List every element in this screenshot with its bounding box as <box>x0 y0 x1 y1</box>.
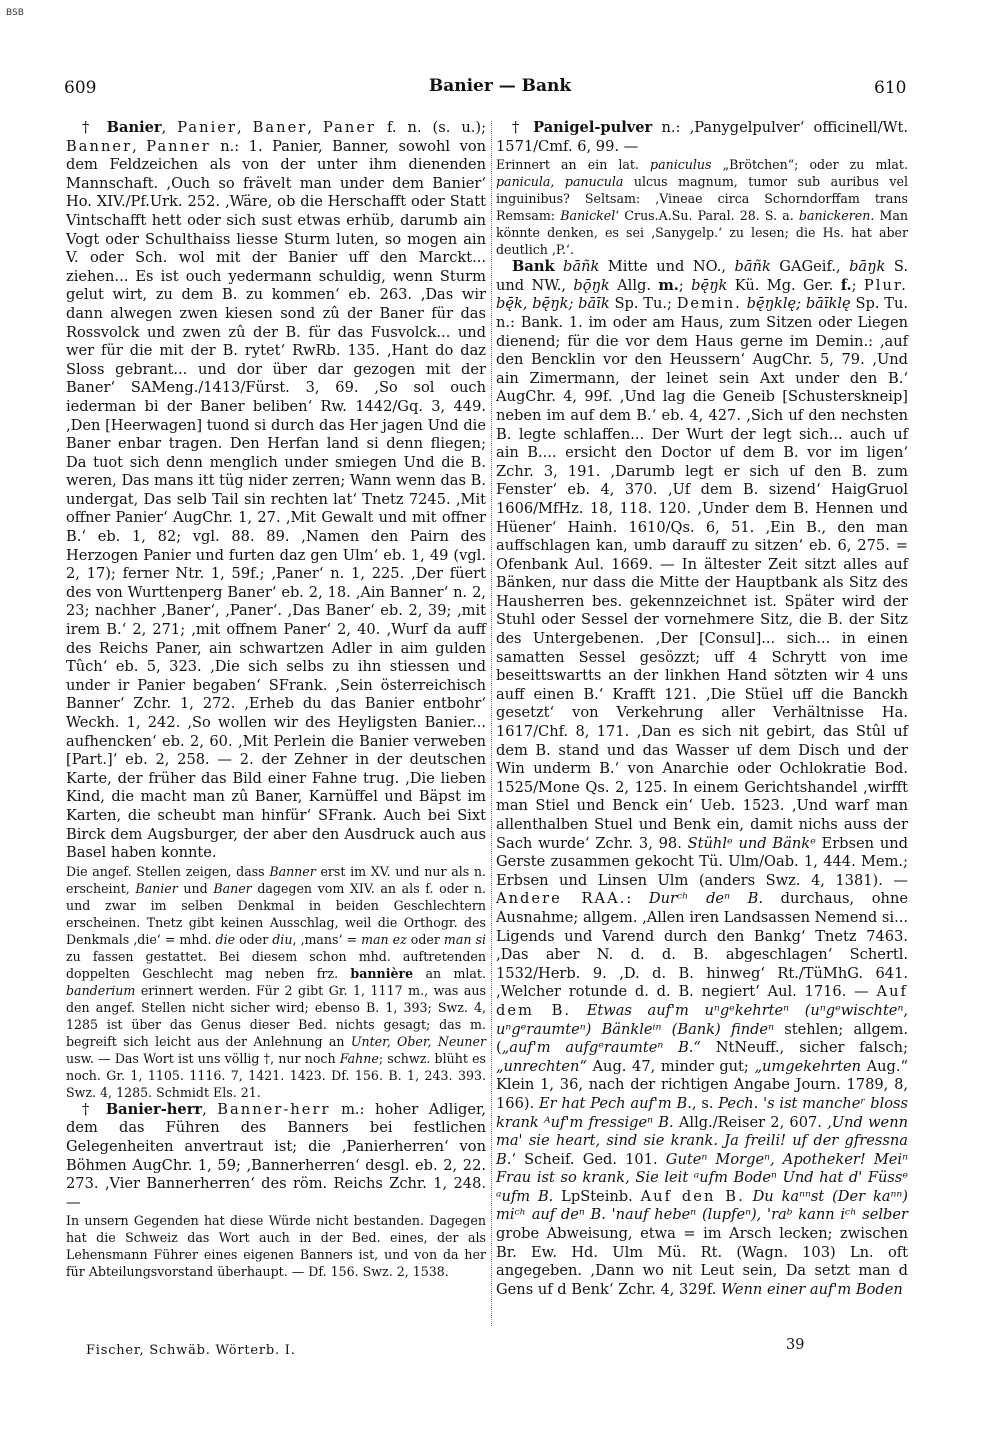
text-run: Wenn einer auf'm Boden <box>721 1280 903 1298</box>
text-run: bāñk <box>734 258 771 276</box>
text-run: Allg. <box>609 276 659 294</box>
text-run: dagegen vom XIV. an als f. oder n. und zwar im selben Denkmal in beiden Geschlechtern erscheinen. Tnetz gibt keinen Ausschlag, weil die Orthogr. des Denkmals ‚die‘ = mhd. <box>66 880 486 947</box>
text-run: , <box>307 119 323 136</box>
text-run: bę̄k, bę̄ŋk; bāīk <box>496 295 610 313</box>
text-run: und <box>177 880 214 896</box>
text-run: , <box>132 137 147 155</box>
text-run: Banickel <box>560 208 616 224</box>
text-run: „Brötchen“; oder zu mlat. <box>711 157 908 173</box>
text-run: ; schwz. blüht es noch. Gr. 1, 1105. 1116. 7, 1421. 1423. Df. 156. B. 1, 243. 393. Swz. 4, 1285. Schmidt Els. 21. <box>66 1050 486 1100</box>
text-run: die <box>215 931 236 947</box>
text-run: Baner <box>213 880 252 896</box>
right-column <box>496 119 908 1369</box>
text-run: Kü. Mg. Ger. <box>727 276 841 294</box>
text-run: man ez <box>361 931 407 947</box>
entry-note <box>66 863 486 1101</box>
text-run: paniculus <box>650 157 712 173</box>
text-run: usw. — Das Wort ist uns völlig †, nur noch <box>66 1050 340 1066</box>
text-run: ‘ Crus.A.Su. Paral. 28. S. a. <box>615 208 799 224</box>
text-run <box>745 1188 753 1205</box>
text-run: Erbsen und Gerste zusammen gekocht Tü. Ulm/Oab. 1, 444. Mem.; Erbsen und Linsen Ulm (anders Swz. 4, 1381). — <box>496 834 908 889</box>
text-run: NtNeuff., sicher falsch; <box>700 1039 909 1057</box>
text-run: . <box>753 1094 764 1112</box>
text-run: bāñk <box>554 258 600 276</box>
left-page-number: 609 <box>64 78 97 98</box>
text-run: banderium <box>66 982 136 998</box>
entry-note <box>66 1212 486 1280</box>
text-run: Banner <box>269 863 316 879</box>
right-page-number: 610 <box>874 78 907 98</box>
text-run: Banier-herr <box>105 1100 203 1118</box>
text-run: bannière <box>350 965 414 981</box>
text-run: m.: hoher Adliger, dem das Führen des Banners bei festlichen Gelegenheiten anvertraut ist; die ‚Panierherren‘ von Böhmen AugChr. 1, 59; ‚Bannerherren‘ desgl. eb. 2, 22. 273. ‚Vier Bannerherren‘ des röm. Reichs Zchr. 1, 248. — <box>66 1100 487 1211</box>
text-run: n.: 1. Panier, Banner, sowohl von dem Feldzeichen als von der unter ihm dienenden Mannschaft. ‚Ouch so frävelt man under dem Banier‘ Ho. XIV./Pf.Urk. 252. ‚Wäre, ob die Herschafft oder Statt Vintschafft hett oder sich sust etwas erhüb, darumb ain Vogt oder Schulthaiss liesse Sturm luten, so mogen ain V. oder Sch. wol mit der Banier uff den Marckt... ziehen... Es ist ouch yedermann schuldig, wenn Sturm gelut wirt, zu dem B. zu kommen‘ eb. 263. ‚Das wir dann alwegen zwen kiesen sond zû der Baner für das Rossvolck und zwen zû der B. für das Fusvolck... und wer für die mit der B. rytet‘ RwRb. 135. ‚Hant do daz Sloss gebrant... und dor über dar gezogen mit der Baner‘ SAMeng./1413/Fürst. 3, 69. ‚So sol ouch iederman bi der Baner beliben‘ Rw. 1442/Gq. 3, 449. ‚Den [Heerwagen] tuond si durch das Her jagen Und die Baner enbar tragen. Den Herfan land si denn fliegen; Da tuot sich denn menglich under smiegen Und die B. weren, Das mans itt tüg nider zerren; Wann wenn das B. undergat, Das selb Tail sin rechten lat‘ Tnetz 7245. ‚Mit offner Panier‘ AugChr. 1, 27. ‚Mit Gewalt und mit offner B.‘ eb. 1, 82; vgl. 88. 89. ‚Namen den Pairn des Herzogen Panier und furten daz gen Ulm‘ eb. 1, 49 (vgl. 2, 17); ferner Ntr. 1, 59f.; ‚Paner‘ n. 1, 225. ‚Der füert des von Wurttenperg Baner‘ eb. 2, 18. ‚Ain Banner‘ n. 2, 23; nachher ‚Baner‘, ‚Paner‘. ‚Das Baner‘ eb. 2, 39; ‚mit irem B.‘ 2, 271; ‚mit offnem Paner‘ 2, 40. ‚Wurf da auff des Reichs Paner, ain schwartzen Adler in aim gulden Tûch‘ eb. 5, 323. ‚Die sich selbs zu ihn stiessen und under ir Panier begaben‘ SFrank. ‚Sein österreichisch Banner‘ Zchr. 1, 272. ‚Erheb du das Banier entbohr‘ Weckh. 1, 242. ‚So wollen wir des Heyligsten Banier... aufhencken‘ eb. 2, 60. ‚Mit Perlein die Banier verweben [Part.]‘ eb. 2, 258. — 2. der Zehner in der deutschen Karte, der früher das Bild einer Fahne trug. ‚Die lieben Kind, die macht man zû Baner, Karnüffel und Bäpst im Karten, die scheubt man hinfür‘ SFrank. Auch bei Sixt Birck dem Augsburger, der aber den Ausdruck auch aus Basel haben konnte. <box>66 137 487 862</box>
text-run: ; <box>678 276 692 294</box>
text-run: bǭŋk <box>573 276 610 294</box>
text-run: Bank <box>512 258 555 276</box>
text-run: Erinnert an ein lat. <box>496 157 651 173</box>
text-run: S. und NW., <box>496 258 908 294</box>
text-run: „unrechten“ <box>496 1057 587 1075</box>
text-run: Banner <box>66 137 133 155</box>
text-run: Aug. 47, minder gut; <box>586 1057 755 1075</box>
dictionary-entry <box>496 258 908 1299</box>
text-run: Demin. <box>676 295 742 313</box>
text-run: , ‚mans‘ = <box>292 931 362 947</box>
text-run: „auf'm aufgᵉraumteⁿ B.“ <box>501 1039 701 1057</box>
text-run: diu <box>272 931 293 947</box>
text-run: m. <box>658 276 679 294</box>
text-run: Stühlᵉ und Bänkᵉ <box>687 834 816 852</box>
text-run: Banier <box>106 119 162 136</box>
column-divider <box>491 121 492 1326</box>
text-run: , <box>161 119 178 136</box>
text-run: , <box>237 119 253 136</box>
sheet-signature: 39 <box>786 1337 805 1353</box>
text-run: Durᶜʰ deⁿ B. <box>648 890 763 908</box>
text-run: Pech <box>718 1094 754 1112</box>
text-run: Plur. <box>863 276 908 294</box>
text-run: Etwas auf'm uⁿgᵉkehrteⁿ (uⁿgᵉwischteⁿ, uⁿgᵉraumteⁿ) Bänkleⁱⁿ (Bank) findeⁿ <box>496 1001 909 1038</box>
dictionary-entry <box>66 1101 486 1213</box>
text-run: ulcus magnum, tumor sub auribus vel inguinibus? Seltsam: ‚Vineae circa Schorndorffam trans Remsam: <box>496 174 908 224</box>
left-column <box>66 119 486 1369</box>
text-run: Baner <box>252 119 308 136</box>
text-run: Paner <box>322 119 377 136</box>
text-run: Guteⁿ Morgeⁿ, Apotheker! Meiⁿ Frau ist so krank, Sie leit ᵃufm Bodeⁿ Und hat d' Füssᵉ ᵃufm B. <box>496 1150 908 1205</box>
text-run: Panier <box>177 119 238 136</box>
text-run: Du kaⁿⁿst (Der kaⁿⁿ) miᶜʰ auf deⁿ B. 'nauf hebeⁿ (lupfeⁿ), 'raᵇ kann iᶜʰ selber <box>496 1187 909 1224</box>
text-run: zu fassen gestattet. Bei diesem schon mhd. auftretenden doppelten Geschlecht mag neben frz. <box>66 948 486 981</box>
text-run: Aug.“ Klein 1, 36, nach der richtigen Angabe Journ. 1789, 8, 166). <box>496 1057 908 1112</box>
text-run: bę̄ŋk <box>691 276 728 294</box>
text-run: bę̄ŋklę; bāīklę <box>746 295 851 313</box>
text-run: oder <box>235 931 273 947</box>
text-run: „umgekehrten <box>754 1057 861 1075</box>
text-run: panicula, panucula <box>496 174 624 190</box>
text-run: stehlen; allgem. ( <box>496 1020 909 1057</box>
text-run: f. <box>840 276 852 294</box>
text-run: erst im XV. und nur als n. erscheint, <box>66 863 486 896</box>
text-run: In unsern Gegenden hat diese Würde nicht bestanden. Dagegen hat die Schweiz das Wort auch in der Bed. eines, der als Lehensmann Führer eines eigenen Banners ist, und von da her für Abteilungsvorstand überhaupt. — Df. 156. Swz. 2, 1538. <box>66 1213 486 1280</box>
text-run: ‘ Scheif. Ged. 101. <box>511 1150 666 1168</box>
text-run: durchaus, ohne Ausnahme; allgem. ‚Allen iren Landsassen Nemend si... Ligends und Varend durch den Bankg‘ Tnetz 7463. ‚Das aber N. d. d. B. abgeschlagen‘ Schertl. 1532/Herb. 9. ‚D. d. B. hinweg‘ Rt./TüMhG. 641. ‚Welcher rotunde d. d. B. negiert‘ Aul. 1716. — <box>496 890 908 1001</box>
text-run: , <box>202 1100 218 1118</box>
text-run: grobe Abweisung, etwa = im Arsch lecken; zwischen Br. Ew. Hd. Ulm Mü. Rt. (Wagn. 103) Ln. oft angegeben. ‚Dann wo nit Leut sein, Da setzt man d Gens uf d Benk‘ Zchr. 4, 329f. <box>496 1225 908 1298</box>
text-run: , s. <box>691 1094 719 1112</box>
text-run: n.: ‚Panygelpulver‘ officinell/Wt. 1571/Cmf. 6, 99. — <box>496 119 908 155</box>
text-run: : <box>626 890 649 908</box>
text-run: LpSteinb. <box>553 1187 641 1205</box>
text-run: Auf dem B. <box>496 983 908 1019</box>
text-run: an mlat. <box>413 965 486 981</box>
text-run: banickeren <box>798 208 871 224</box>
entry-note <box>496 156 908 258</box>
text-run: . Man könnte denken, es sei ‚Sanygelp.‘ zu lesen; die Hs. hat aber deutlich ‚P.‘. <box>496 208 908 258</box>
text-run: GAGeif., <box>770 258 850 276</box>
text-run: 's ist mancheʳ bloss krank ᴬuf'm fressigeⁿ B. <box>496 1094 909 1131</box>
text-run: Fahne <box>339 1050 379 1066</box>
footer-imprint: Fischer, Schwäb. Wörterb. I. <box>86 1343 296 1358</box>
text-run: Panigel-pulver <box>533 119 653 136</box>
text-run: † <box>82 1100 106 1118</box>
text-run <box>571 1002 587 1019</box>
text-run: erinnert werden. Für 2 gibt Gr. 1, 1117 m., was aus den angef. Stellen nicht sicher wird; ebenso B. 1, 393; Swz. 4, 1285 ist über das Genus dieser Bed. nichts gesagt; das m. begreift sich leicht aus der Anlehnung an <box>66 982 486 1049</box>
running-headword: Banier — Bank <box>428 76 572 96</box>
text-run: Banier <box>135 880 178 896</box>
text-run: Allg./Reiser 2, 607. <box>673 1113 828 1131</box>
text-run: Sp. Tu.; <box>609 295 677 313</box>
text-run: bāŋk <box>849 258 886 276</box>
text-run: † <box>512 119 534 136</box>
text-run: Er hat Pech auf'm B. <box>539 1094 692 1112</box>
text-run: Auf den B. <box>640 1187 745 1205</box>
text-run: Die angef. Stellen zeigen, dass <box>66 863 270 879</box>
text-run: f. n. (s. u.); <box>376 119 487 136</box>
text-run: † <box>82 119 107 136</box>
dictionary-entry <box>66 119 486 863</box>
text-run: oder <box>406 931 444 947</box>
text-run: Panner <box>146 137 211 155</box>
text-run: man si <box>443 931 486 947</box>
dictionary-entry <box>496 119 908 156</box>
text-run: ‚Und wenn ma' sie heart, sind sie krank. Ja freili! uf der gfressna B. <box>496 1113 908 1168</box>
text-run: Unter, Ober, Neuner <box>350 1033 487 1049</box>
text-run: Andere RAA. <box>496 890 627 908</box>
text-run: ; <box>851 276 864 294</box>
text-run: Sp. Tu. n.: Bank. 1. im oder am Haus, zum Sitzen oder Liegen dienend; für die vor dem Haus gerne im Demin.: ‚auf den Bencklin vor den Heussern‘ AugChr. 5, 79. ‚Und ain Zimermann, der leinet sein Axt under den B.‘ AugChr. 4, 99f. ‚Und lag die Geneib [Schusterskneip] neben im auf dem B.‘ eb. 4, 427. ‚Sich uf den nechsten B. legte schlaffen... Der Wurt der legt sich... auch uf ain B.... ersicht den Doctor uf dem B. vor im ligen‘ Zchr. 3, 191. ‚Darumb legt er sich uf den B. zum Fenster‘ eb. 4, 370. ‚Uf dem B. sizend‘ HaigGruol 1606/MfHz. 18, 118. 120. ‚Under dem B. Hennen und Hüener‘ Hainh. 1610/Qs. 6, 51. ‚Ein B., den man auffschlagen kan, umb darauff zu sitzen‘ eb. 6, 275. = Ofenbank Aul. 1669. — In ältester Zeit sitzt alles auf Bänken, nur dass die Mitte der Hauptbank als Sitz des Hausherren bes. gekennzeichnet ist. Später wird der Stuhl oder Sessel der vornehmere Sitz, die B. der Sitz des Untergebenen. ‚Der [Consul]... sich... in einen samatten Sessel gesözzt; uff 4 Schrytt von ime beseittswartts an der linkhen Hand sötzten wir 4 uns auff einen B.‘ Krafft 121. ‚Die Stüel uff die Banckh gesetzt‘ von Verkehrung aller Verhältnisse Ha. 1617/Chf. 8, 171. ‚Dan es sich nit gebirt, das Stûl uf dem B. stand und das Wasser uf dem Disch und der Win underm B.‘ von Anarchie oder Ochlokratie Bod. 1525/Mone Qs. 2, 125. In einem Gerichtshandel ‚wirfft man Stiel und Benck ein‘ Ueb. 1523. ‚Und warf man allenthalben Stuel und Benk ein, damit nichs auss der Sach wurde‘ Zchr. 3, 98. <box>496 295 908 852</box>
text-run: Banner-herr <box>217 1100 331 1118</box>
text-run: Mitte und NO., <box>599 258 735 276</box>
library-stamp: BSB <box>6 8 24 18</box>
